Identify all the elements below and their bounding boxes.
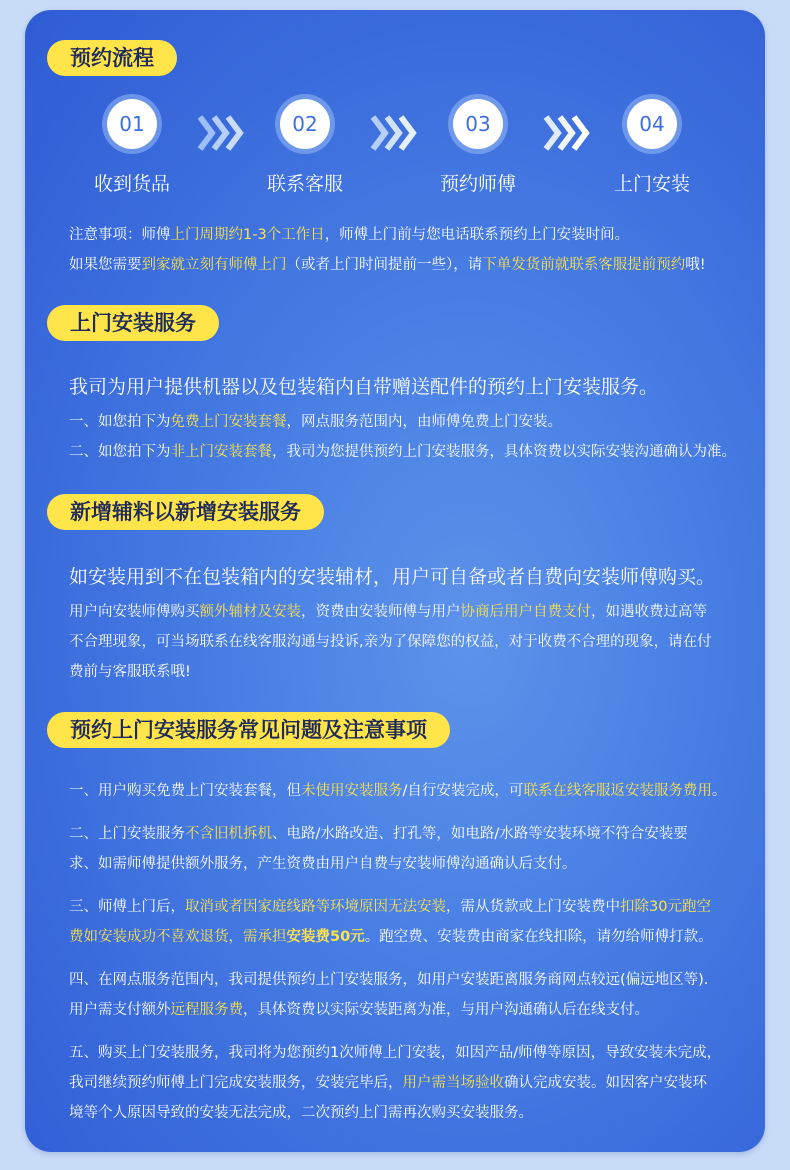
step-label: 预约师傅 <box>439 173 516 195</box>
flow-step-1 <box>57 99 207 196</box>
section-title-extra: 新增辅料以新增安装服务 <box>47 494 324 530</box>
extra-para-line-1: 用户向安装师傅购买额外辅材及安装，资费由安装师傅与用户协商后用户自费支付，如遇收费过高等 <box>69 604 707 620</box>
flow-step-4 <box>577 99 727 196</box>
step-label: 上门安装 <box>613 173 690 195</box>
faq-item-2-line-1: 二、上门安装服务不含旧机拆机、电路/水路改造、打孔等，如电路/水路等安装环境不符合安装要 <box>69 826 688 842</box>
section-title-flow: 预约流程 <box>47 40 177 76</box>
faq-item-5-line-1: 五、购买上门安装服务，我司将为您预约1次师傅上门安装，如因产品/师傅等原因，导致安装未完成， <box>69 1045 722 1061</box>
extra-para-line-2: 不合理现象，可当场联系在线客服沟通与投诉,亲为了保障您的权益，对于收费不合理的现象，请在付 <box>69 634 712 650</box>
faq-item-2-line-2: 求、如需师傅提供额外服务，产生资费由用户自费与安装师傅沟通确认后支付。 <box>69 856 577 872</box>
section-title-faq: 预约上门安装服务常见问题及注意事项 <box>47 712 450 748</box>
step-number: 02 <box>280 99 330 149</box>
faq-item-3-line-2: 费如安装成功不喜欢退货，需承担安装费50元。跑空费、安装费由商家在线扣除，请勿给师傅打款。 <box>69 929 713 945</box>
extra-para-line-3: 费前与客服联系哦! <box>69 664 191 680</box>
extra-lead: 如安装用到不在包装箱内的安装辅材，用户可自备或者自费向安装师傅购买。 <box>69 566 716 588</box>
service-item-2: 二、如您拍下为非上门安装套餐，我司为您提供预约上门安装服务，具体资费以实际安装沟通确认为准。 <box>69 444 736 460</box>
info-card <box>25 10 765 1152</box>
step-number: 04 <box>627 99 677 149</box>
faq-item-4-line-2: 用户需支付额外远程服务费，具体资费以实际安装距离为准，与用户沟通确认后在线支付。 <box>69 1002 649 1018</box>
faq-item-4-line-1: 四、在网点服务范围内，我司提供预约上门安装服务，如用户安装距离服务商网点较远(偏远地区等). <box>69 972 709 988</box>
step-number: 03 <box>453 99 503 149</box>
faq-item-5-line-2: 我司继续预约师傅上门完成安装服务，安装完毕后，用户需当场验收确认完成安装。如因客户安装环 <box>69 1075 707 1091</box>
faq-item-3-line-1: 三、师傅上门后，取消或者因家庭线路等环境原因无法安装，需从货款或上门安装费中扣除30元跑空 <box>69 899 711 915</box>
flow-note-1: 注意事项：师傅上门周期约1-3个工作日，师傅上门前与您电话联系预约上门安装时间。 <box>69 227 630 243</box>
service-lead: 我司为用户提供机器以及包装箱内自带赠送配件的预约上门安装服务。 <box>69 376 659 398</box>
section-title-service: 上门安装服务 <box>47 305 219 341</box>
faq-item-5-line-3: 境等个人原因导致的安装无法完成，二次预约上门需再次购买安装服务。 <box>69 1105 533 1121</box>
step-label: 收到货品 <box>93 173 170 195</box>
step-label: 联系客服 <box>266 173 343 195</box>
flow-step-3 <box>403 99 553 196</box>
flow-note-2: 如果您需要到家就立刻有师傅上门（或者上门时间提前一些），请下单发货前就联系客服提前预约哦! <box>69 257 706 273</box>
service-item-1: 一、如您拍下为免费上门安装套餐，网点服务范围内，由师傅免费上门安装。 <box>69 414 562 430</box>
faq-item-1: 一、用户购买免费上门安装套餐，但未使用安装服务/自行安装完成，可联系在线客服返安装服务费用。 <box>69 783 727 799</box>
flow-step-2 <box>230 99 380 196</box>
step-number: 01 <box>107 99 157 149</box>
